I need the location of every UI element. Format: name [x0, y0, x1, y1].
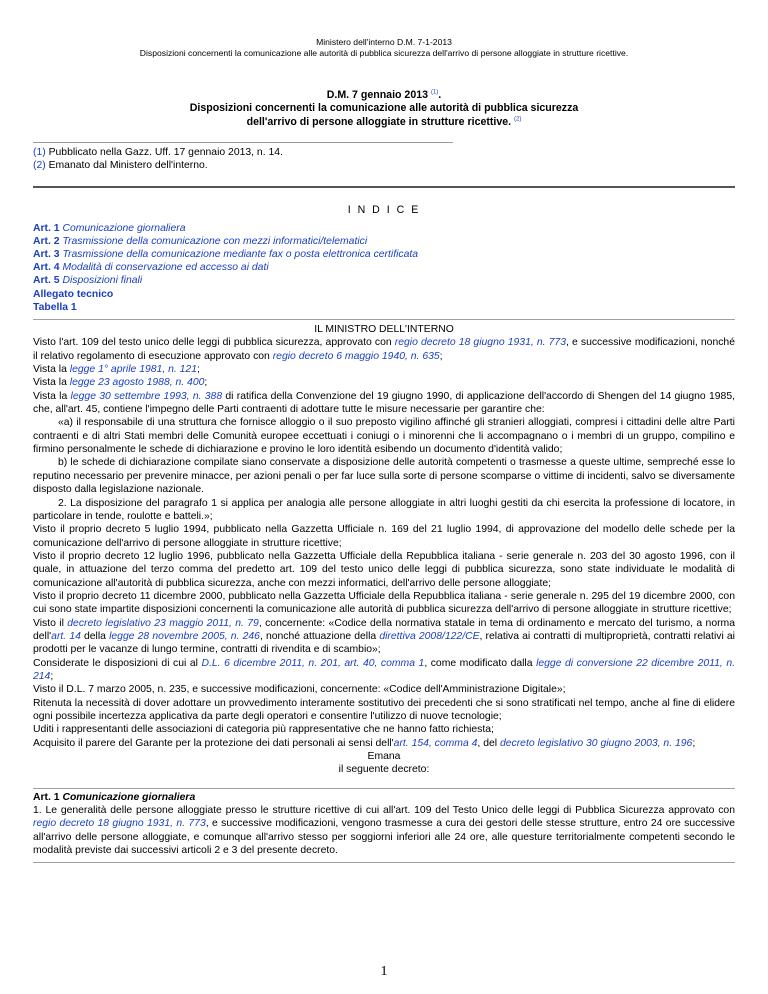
footnote-1-ref[interactable]: (1) [33, 146, 46, 158]
toc-item[interactable]: Art. 3 Trasmissione della comunicazione mediante fax o posta elettronica certificata [33, 249, 419, 261]
toc-item[interactable]: Art. 5 Disposizioni finali [33, 275, 143, 287]
preamble-paragraph: Visto il decreto legislativo 23 maggio 2011, n. 79, concernente: «Codice della normativa statale in tema di ordinamento e mercato del turismo, a norma dell'art. 14 della legge 28 novembre 2005, n. 246, nonché attuazione della direttiva 2008/122/CE, relativa ai contratti di multiproprietà, contratti relativi ai prodotti per le vacanze di lungo termine, contratti di rivendita e di scambio»; [33, 617, 735, 656]
footnote-2-ref[interactable]: (2) [33, 160, 46, 172]
minister-heading: IL MINISTRO DELL'INTERNO [314, 324, 454, 336]
law-link[interactable]: legge 30 settembre 1993, n. 388 [70, 390, 223, 402]
title-footnote-ref-1[interactable]: (1) [430, 89, 439, 96]
preamble-paragraph: Visto il proprio decreto 12 luglio 1996, pubblicato nella Gazzetta Ufficiale della Repubblica italiana - serie generale n. 203 del 30 agosto 1996, con il quale, in attuazione del terzo comma del predetto art. 109 del testo unico delle leggi di pubblica sicurezza, sono state individuate le modalità di comunicazione all'autorità di pubblica sicurezza, anche con mezzi informatici, dell'arrivo delle persone alloggiate; [33, 550, 735, 589]
preamble-paragraph: Visto il D.L. 7 marzo 2005, n. 235, e successive modificazioni, concernente: «Codice dell'Amministrazione Digitale»; [33, 684, 566, 696]
preamble-paragraph: Visto il proprio decreto 11 dicembre 2000, pubblicato nella Gazzetta Ufficiale della Repubblica italiana - serie generale n. 295 del 19 dicembre 2000, con cui sono state impartite disposizioni concernenti la comunicazione alle autorità di pubblica sicurezza dell'arrivo di persone alloggiate in strutture ricettive; [33, 590, 735, 616]
preamble-paragraph: Considerate le disposizioni di cui al D.L. 6 dicembre 2011, n. 201, art. 40, comma 1, come modificato dalla legge di conversione 22 dicembre 2011, n. 214; [33, 657, 735, 682]
toc-item[interactable]: Tabella 1 [33, 301, 77, 313]
preamble [33, 323, 735, 777]
law-link[interactable]: art. 14 [51, 630, 81, 642]
preamble-paragraph: Ritenuta la necessità di dover adottare un provvedimento interamente sostitutivo dei precedenti che si sono stratificati nel tempo, anche al fine di elidere ogni possibile incertezza applicativa da parte degli operatori e consentire l'utilizzo di nuove tecnologie; [33, 697, 735, 722]
table-of-contents [33, 222, 735, 314]
toc-item[interactable]: Allegato tecnico [33, 288, 114, 300]
preamble-paragraph: Acquisito il parere del Garante per la protezione dei dati personali ai sensi dell'art. 154, comma 4, del decreto legislativo 30 giugno 2003, n. 196; [33, 737, 696, 749]
article-1-text: 1. Le generalità delle persone alloggiate presso le strutture ricettive di cui all'art. 109 del Testo Unico delle leggi di Pubblica Sicurezza approvato con regio decreto 18 giugno 1931, n. 773, e successive modificazioni, vengono trasmesse a cura dei gestori delle stesse strutture, entro 24 ore successive all'arrivo delle persone alloggiate, e comunque all'arrivo stesso per soggiorni inferiori alle 24 ore, alle questure territorialmente competenti secondo le modalità previste dai successivi articoli 2 e 3 del presente decreto. [33, 805, 735, 857]
law-link[interactable]: decreto legislativo 30 giugno 2003, n. 196 [499, 737, 693, 749]
law-link[interactable]: art. 154, comma 4 [393, 737, 478, 749]
title-footnote-ref-2[interactable]: (2) [514, 116, 522, 123]
preamble-paragraph: Uditi i rappresentanti delle associazioni di categoria più rappresentative che ne hanno fatto richiesta; [33, 724, 494, 736]
divider [33, 319, 735, 320]
law-link[interactable]: legge 23 agosto 1988, n. 400 [69, 377, 205, 389]
toc-item[interactable]: Art. 4 Modalità di conservazione ed accesso ai dati [33, 262, 269, 274]
title-line-2: Disposizioni concernenti la comunicazione alle autorità di pubblica sicurezza [189, 102, 579, 115]
page-number: 1 [380, 964, 388, 979]
divider [33, 788, 735, 789]
law-link[interactable]: regio decreto 6 maggio 1940, n. 635 [272, 350, 440, 362]
law-link[interactable]: legge 28 novembre 2005, n. 246 [109, 630, 260, 642]
law-link[interactable]: decreto legislativo 23 maggio 2011, n. 79 [67, 617, 259, 629]
law-link[interactable]: regio decreto 18 giugno 1931, n. 773 [33, 818, 206, 830]
quoted-paragraph: b) le schede di dichiarazione compilate siano conservate a disposizione delle autorità competenti o trasmesse a queste ultime, sempreché esse lo reputino necessario per prevenire minacce, per azioni penali o per far luce sulla sorte di persone scomparse o vittime di incidenti, salvo se diversamente disposto dalla legislazione nazionale. [33, 457, 735, 496]
header-line-2: Disposizioni concernenti la comunicazione alle autorità di pubblica sicurezza dell'arrivo di persone alloggiate in strutture ricettive. [139, 47, 629, 58]
law-link[interactable]: legge di conversione 22 dicembre 2011, n. 214 [33, 657, 735, 682]
law-link[interactable]: D.L. 6 dicembre 2011, n. 201, art. 40, comma 1 [201, 657, 425, 669]
footnote-divider [33, 142, 453, 143]
document-title [33, 89, 735, 129]
footnotes [33, 146, 735, 173]
preamble-paragraph: Vista la legge 23 agosto 1988, n. 400; [33, 377, 208, 389]
running-header [33, 37, 735, 58]
quoted-paragraph: 2. La disposizione del paragrafo 1 si applica per analogia alle persone alloggiate in altri luoghi gestiti da chi esercita la professione di locatore, in particolare in tende, roulotte e batteli.»; [33, 497, 735, 522]
footnote-2: (2) Emanato dal Ministero dell'interno. [33, 160, 208, 172]
title-line-3: dell'arrivo di persone alloggiate in strutture ricettive. $^{(2)}$ [246, 115, 522, 128]
title-line-1: D.M. 7 gennaio 2013 $^{(1)}$. [326, 89, 442, 102]
divider [33, 862, 735, 863]
toc-item[interactable]: Art. 2 Trasmissione della comunicazione con mezzi informatici/telematici [33, 235, 368, 247]
toc-item[interactable]: Art. 1 Comunicazione giornaliera [33, 222, 186, 234]
footnote-1: (1) Pubblicato nella Gazz. Uff. 17 gennaio 2013, n. 14. [33, 146, 283, 158]
preamble-paragraph: Vista la legge 1° aprile 1981, n. 121; [33, 364, 200, 376]
law-link[interactable]: regio decreto 18 giugno 1931, n. 773 [394, 337, 566, 349]
law-link[interactable]: direttiva 2008/122/CE [379, 630, 480, 642]
index-heading: I N D I C E [347, 203, 421, 216]
header-line-1: Ministero dell'interno D.M. 7-1-2013 [316, 37, 452, 47]
article-1-heading: Art. 1 Comunicazione giornaliera [33, 791, 196, 803]
emana: Emana [367, 751, 401, 763]
preamble-paragraph: Visto il proprio decreto 5 luglio 1994, pubblicato nella Gazzetta Ufficiale n. 169 del 21 luglio 1994, di approvazione del modello delle schede per la comunicazione dell'arrivo di persone alloggiate in strutture ricettive; [33, 524, 735, 549]
document-page [33, 0, 735, 863]
law-link[interactable]: legge 1° aprile 1981, n. 121 [69, 364, 197, 376]
preamble-paragraph: Vista la legge 30 settembre 1993, n. 388 di ratifica della Convenzione del 19 giugno 1990, di applicazione dell'accordo di Shengen del 14 giugno 1985, che, all'art. 45, contiene l'impegno delle Parti contraenti di adottare tutte le misure necessarie per garantire che: [33, 390, 735, 416]
quoted-paragraph: «a) il responsabile di una struttura che fornisce alloggio o il suo preposto vigilino affinché gli stranieri alloggiati, compresi i cittadini delle altre Parti contraenti e di altri Stati membri delle Comunità europee eccettuati i coniugi o i minorenni che li accompagnano o i membri di un gruppo, compilino e firmino personalmente le schede di dichiarazione e provino le loro identità esibendo un documento d'identità valido; [33, 417, 735, 456]
section-divider [33, 186, 735, 188]
seguente-decreto: il seguente decreto: [338, 764, 430, 776]
preamble-paragraph: Visto l'art. 109 del testo unico delle leggi di pubblica sicurezza, approvato con regio decreto 18 giugno 1931, n. 773, e successive modificazioni, nonché il relativo regolamento di esecuzione approvato con regio decreto 6 maggio 1940, n. 635; [33, 337, 735, 362]
